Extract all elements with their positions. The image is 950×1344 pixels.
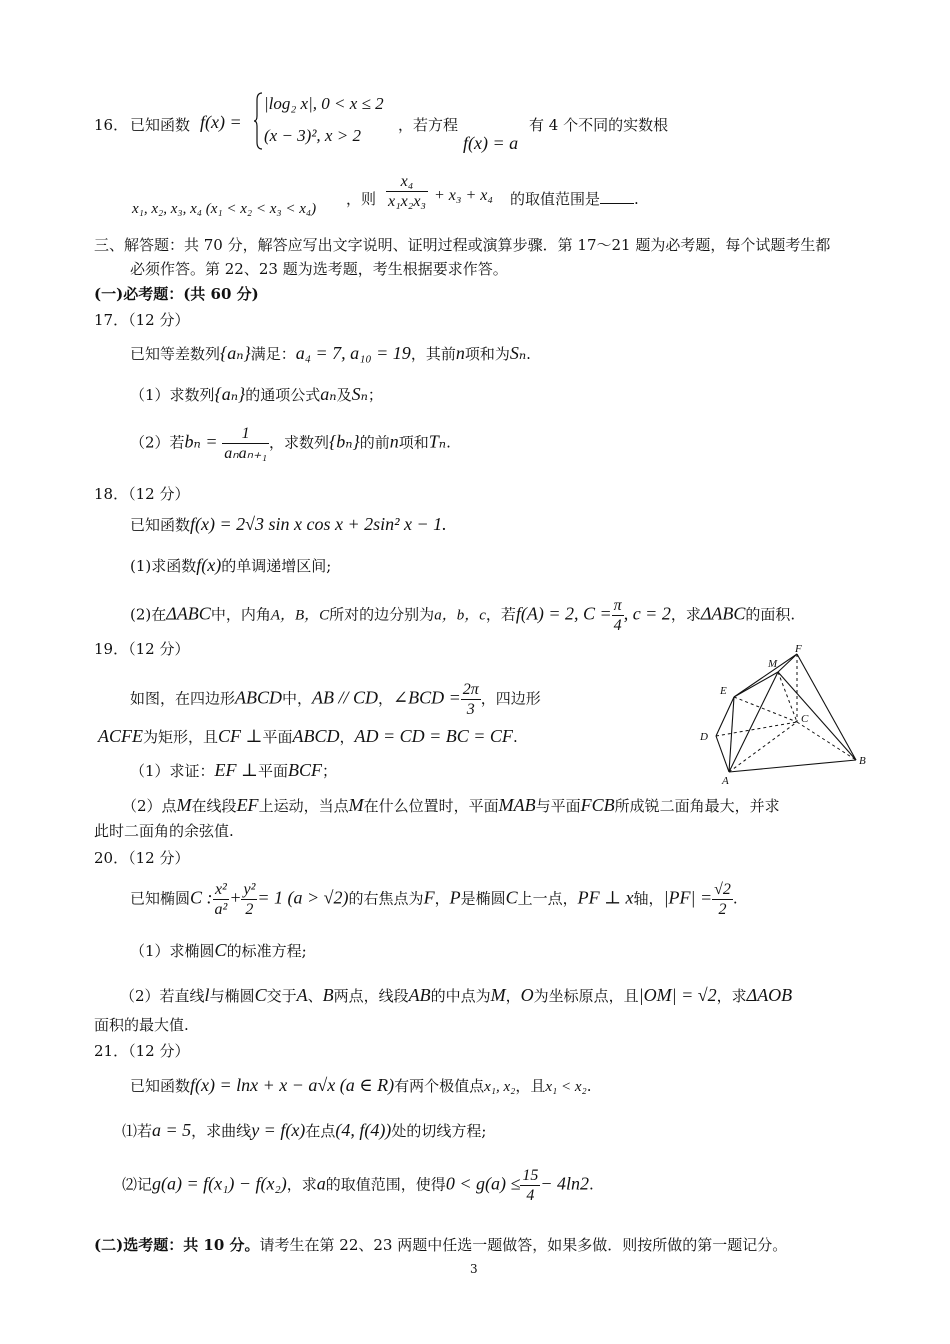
q16-frac-num: x₄	[386, 172, 428, 192]
fig-edge-ec	[734, 697, 797, 722]
q20-p2-e: 两点，线段	[333, 987, 409, 1005]
q16-blank	[600, 191, 634, 204]
section-b	[94, 1236, 787, 1254]
q18-p2-d: ，若	[485, 605, 516, 624]
q17-p2-b: ，求数列	[269, 433, 330, 452]
q20-p2-M: M	[490, 985, 506, 1005]
q20-p2-O: O	[520, 985, 534, 1005]
q19-l2-h: .	[512, 728, 518, 746]
q16-frac-den: x₁x₂x₃	[388, 193, 426, 211]
q17-stem-e: .	[526, 345, 531, 363]
q16-equation: f(x) = a	[463, 133, 519, 153]
q20-p2-aob: ΔAOB	[746, 985, 793, 1005]
q20-p2-AB: AB	[408, 985, 431, 1005]
q20-l1-eq: = 1 (a > √2)	[257, 887, 349, 908]
q18-p2-tri2: ΔABC	[700, 603, 746, 624]
q17-p2-bn: bₙ =	[184, 431, 218, 452]
section-b-rest: 请考生在第 22、23 两题中任选一题做答，如果多做．则按所做的第一题记分。	[259, 1236, 788, 1254]
q17-p2-seq: {bₙ}	[329, 431, 360, 452]
q18-p2-f: 的面积.	[745, 605, 796, 624]
q17-p1-d: ；	[367, 386, 383, 404]
q18-part1	[130, 555, 331, 577]
q19-l1-d: ，四边形	[480, 689, 541, 708]
q21-p2-b: ，求	[286, 1175, 317, 1194]
q20-part2-line2: 面积的最大值.	[94, 1016, 189, 1034]
q21-p1-d: 处的切线方程;	[391, 1122, 487, 1140]
q20-p2-f: 的中点为	[430, 987, 491, 1005]
q19-l2-f: ，	[339, 728, 355, 746]
q16-brace	[254, 92, 256, 150]
section-b-head: (二)选考题：共 10 分。	[94, 1236, 260, 1254]
q17-stem-cond: a₄ = 7, a₁₀ = 19	[295, 343, 411, 363]
q18-stem-f: f(x) = 2√3 sin x cos x + 2sin² x − 1.	[190, 514, 447, 534]
q20-l1-cm: ，	[434, 889, 450, 908]
q19-l2-c: CF ⊥	[218, 726, 263, 746]
q19-p2-fcb: FCB	[580, 795, 615, 815]
q18-p1-a: (1)求函数	[130, 557, 197, 575]
q20-p2-c: 交于	[266, 987, 297, 1005]
q18-p2-sides: a，b，c	[434, 607, 486, 624]
q20-line1	[130, 880, 738, 919]
q20-p2-g: ，	[505, 987, 521, 1005]
section3-line1: 三、解答题：共 70 分，解答应写出文字说明、证明过程或演算步骤．第 17～21 题为必考题，每个试题考生都	[94, 236, 831, 254]
q21-p1-b: ，求曲线	[191, 1122, 252, 1140]
q21-l1-d: .	[586, 1077, 592, 1095]
fig-edge-ac	[729, 722, 797, 772]
q18-p2-4: 4	[613, 617, 622, 635]
q20-p2-h: 为坐标原点，且	[533, 987, 639, 1005]
q21-p1-cond: a = 5	[152, 1120, 192, 1140]
fig-label-f: F	[795, 643, 802, 655]
fig-edge-ab	[729, 760, 856, 772]
fig-edge-ma	[729, 672, 778, 772]
q19-l1-ang: ∠BCD =	[393, 687, 461, 708]
q17-stem-b: 满足：	[250, 345, 296, 363]
q19-line1	[130, 680, 541, 719]
q18-p2-cond1: f(A) = 2, C =	[515, 603, 612, 624]
q20-p2-C: C	[254, 985, 267, 1005]
q20-p2-i: ，求	[716, 987, 747, 1005]
q21-p1-curve: y = f(x)	[251, 1120, 306, 1140]
q20-p2-a: （2）若直线	[120, 987, 205, 1005]
fig-label-d: D	[700, 731, 708, 743]
q21-p2-c: 的取值范围，使得	[325, 1175, 446, 1194]
q16-plus: + x₃ + x₄	[434, 187, 493, 204]
q17-p1-an: aₙ	[320, 384, 337, 404]
q21-p1-pt: (4, f(4))	[335, 1120, 392, 1140]
q17-p2-d: 项和	[398, 433, 429, 452]
q20-f2-den: 2	[245, 901, 254, 919]
q20-f1-den: a²	[214, 901, 228, 919]
q16-range-text: 的取值范围是	[510, 190, 601, 208]
q20-l1-d: 上一点，	[517, 889, 578, 908]
q17-p2-frac-num: 1	[222, 424, 269, 444]
q19-p1-a: （1）求证：	[130, 762, 215, 780]
q21-l1-a: 已知函数	[130, 1077, 191, 1095]
q17-p2-e: .	[446, 433, 451, 452]
q18-p2-a: (2)在	[130, 605, 167, 624]
q19-part2-line2: 此时二面角的余弦值.	[94, 822, 234, 840]
q18-p2-tri: ΔABC	[166, 603, 211, 624]
q19-p1-d: BCF	[287, 760, 322, 780]
q20-l1-a: 已知椭圆	[130, 889, 191, 908]
q19-l2-e: ABCD	[292, 726, 340, 746]
fig-label-m: M	[768, 658, 778, 670]
q19-l2-b: 为矩形，且	[143, 728, 219, 746]
q16-fx: f(x) =	[200, 112, 242, 132]
q21-l1-b: 有两个极值点	[394, 1077, 485, 1095]
q16-fraction	[386, 172, 428, 211]
fig-edge-mf	[778, 654, 797, 672]
q21-p2-frac-den: 4	[526, 1187, 535, 1205]
q18-p2-vars: A，B，C	[270, 607, 330, 624]
q19-p2-a: （2）点	[122, 797, 177, 815]
q19-l2-d: 平面	[262, 728, 293, 746]
section3-sub1: (一)必考题：(共 60 分)	[94, 285, 259, 303]
fig-edge-mc	[778, 672, 797, 722]
q20-l1-c: C :	[190, 887, 213, 908]
q20-p2-A: A	[296, 985, 308, 1005]
q18-part2	[130, 596, 795, 635]
q19-p2-c: 上运动，当点	[258, 797, 349, 815]
q21-p2-g: g(a) = f(x₁) − f(x₂)	[152, 1173, 287, 1194]
q21-l1-c: ，且	[515, 1077, 546, 1095]
q20-l1-P: P	[449, 887, 461, 908]
q21-p2-ineq: 0 < g(a) ≤	[445, 1173, 521, 1194]
q18-p1-b: 的单调递增区间;	[221, 557, 332, 575]
q18-p2-pi: π	[612, 596, 624, 616]
q19-l1-b: 中，	[282, 689, 313, 708]
fig-label-c: C	[801, 713, 809, 725]
q20-p2-l: l	[204, 985, 210, 1005]
q19-l1-a: 如图，在四边形	[130, 689, 236, 708]
q16-mid: ，若方程	[398, 116, 459, 134]
q19-p1-b: EF ⊥	[214, 760, 258, 780]
q18-p2-b: 中，内角	[210, 605, 271, 624]
q18-p2-e: ，求	[670, 605, 701, 624]
q19-line2	[98, 726, 518, 748]
page-number: 3	[470, 1262, 478, 1276]
q20-l1-b: 的右焦点为	[348, 889, 424, 908]
q19-part2	[122, 795, 780, 817]
q19-p2-e: 与平面	[535, 797, 581, 815]
q20-p2-om: |OM| = √2	[638, 985, 717, 1005]
q20-p2-d: 、	[307, 987, 323, 1005]
q17-part2	[130, 424, 451, 463]
fig-edge-cb	[797, 722, 856, 760]
q17-p1-b: 的通项公式	[245, 386, 321, 404]
q16-case1: |log₂ x|, 0 < x ≤ 2	[264, 94, 384, 113]
q21-p2-tail: − 4ln2	[540, 1173, 589, 1194]
q17-p1-seq: {aₙ}	[214, 384, 246, 404]
q19-p2-d: 在什么位置时，平面	[363, 797, 499, 815]
fig-edge-dc	[716, 722, 797, 736]
q19-l1-par: AB // CD	[312, 687, 379, 708]
q17-stem-c: ，其前	[410, 345, 456, 363]
q20-part1	[130, 940, 307, 962]
q20-l1-perp: PF ⊥ x	[577, 887, 634, 908]
q18-p2-c: 所对的边分别为	[329, 605, 435, 624]
q19-p1-c: 平面	[257, 762, 288, 780]
q19-p2-f: 所成锐二面角最大，并求	[614, 797, 780, 815]
q21-l1-f: f(x) = lnx + x − a√x (a ∈ R)	[190, 1075, 395, 1095]
q17-part1	[130, 384, 383, 406]
q20-p2-B: B	[322, 985, 334, 1005]
q19-l1-frac-den: 3	[466, 701, 475, 719]
q19-l1-c: ，	[378, 689, 394, 708]
q19-p2-m: M	[176, 795, 192, 815]
q16-end: .	[634, 190, 639, 208]
fig-label-e: E	[720, 685, 727, 697]
fig-edge-da	[716, 736, 729, 772]
q19-figure	[696, 642, 876, 787]
q17-p1-a: （1）求数列	[130, 386, 215, 404]
q19-p2-mab: MAB	[498, 795, 536, 815]
q20-l1-e: 轴，	[633, 889, 664, 908]
q20-p1-b: 的标准方程;	[226, 942, 307, 960]
q21-part2	[122, 1166, 594, 1205]
fig-edge-fb	[797, 654, 856, 760]
q19-p2-b: 在线段	[191, 797, 237, 815]
q17-stem-s: Sₙ	[509, 343, 527, 363]
q19-l1-abcd: ABCD	[235, 687, 283, 708]
q20-p1-a: （1）求椭圆	[130, 942, 215, 960]
q19-l1-frac-num: 2π	[461, 680, 481, 700]
q21-p2-a: ⑵记	[122, 1175, 153, 1194]
q17-number: 17．（12 分）	[94, 311, 190, 329]
q16-then: ，则	[346, 190, 377, 208]
q21-part1	[122, 1120, 486, 1142]
q19-part1	[130, 760, 337, 782]
q16-vars: x₁, x₂, x₃, x₄ (x₁ < x₂ < x₃ < x₄)	[132, 201, 317, 217]
q20-f2-num: y²	[241, 880, 257, 900]
q19-l2-a: ACFE	[98, 726, 143, 746]
q20-l1-c2: 是椭圆	[460, 889, 506, 908]
q16-tail2	[510, 190, 639, 208]
q20-l1-plus: +	[229, 887, 242, 908]
q18-p2-cond2: , c = 2	[623, 603, 671, 624]
q17-p2-a: （2）若	[130, 433, 185, 452]
q17-stem-n: n	[455, 343, 465, 363]
q20-f1-num: x²	[213, 880, 230, 900]
q16-number: 16．	[94, 116, 129, 134]
fig-edge-ef	[734, 654, 797, 697]
q17-stem-seq: {aₙ}	[220, 343, 251, 363]
q17-stem-d: 项和为	[464, 345, 510, 363]
q17-p2-c: 的前	[359, 433, 390, 452]
q17-p1-sn: Sₙ	[351, 384, 368, 404]
q18-p1-f: f(x)	[196, 555, 222, 575]
q19-p2-m2: M	[348, 795, 364, 815]
q17-stem-a: 已知等差数列	[130, 345, 221, 363]
q19-number: 19．（12 分）	[94, 640, 190, 658]
q16-case2: (x − 3)², x > 2	[264, 126, 361, 145]
fig-label-b: B	[859, 755, 866, 767]
q20-f3-den: 2	[718, 901, 727, 919]
q20-part2	[120, 985, 792, 1007]
q21-p1-c: 在点	[305, 1122, 336, 1140]
q21-p2-frac-num: 15	[520, 1166, 540, 1186]
q20-l1-C: C	[505, 887, 518, 908]
q16-tail: 有 4 个不同的实数根	[529, 116, 669, 134]
q20-p2-b: 与椭圆	[209, 987, 255, 1005]
q20-l1-pf: |PF| =	[663, 887, 713, 908]
q17-p2-n: n	[389, 431, 399, 452]
section3-line2: 必须作答。第 22、23 题为选考题，考生根据要求作答。	[130, 260, 508, 278]
fig-edge-mb	[778, 672, 856, 760]
q21-l1-ineq: x₁ < x₂	[545, 1079, 587, 1095]
q20-l1-F: F	[423, 887, 435, 908]
q17-p2-frac-den: aₙaₙ₊₁	[224, 445, 268, 463]
q17-p1-c: 及	[336, 386, 352, 404]
q20-f3-num: √2	[712, 880, 733, 900]
q19-p1-e: ；	[321, 762, 337, 780]
q16-intro: 已知函数	[130, 116, 191, 134]
q19-l2-g: AD = CD = BC = CF	[354, 726, 513, 746]
q18-stem	[130, 514, 447, 536]
q21-l1-x: x₁, x₂	[484, 1079, 516, 1095]
fig-edge-ea	[729, 697, 734, 772]
q20-l1-end: .	[732, 889, 738, 908]
q17-p2-t: Tₙ	[428, 431, 447, 452]
q18-number: 18．（12 分）	[94, 485, 190, 503]
q21-p2-av: a	[316, 1173, 326, 1194]
q17-stem	[130, 343, 531, 365]
q21-line1	[130, 1075, 592, 1097]
fig-label-a: A	[722, 775, 729, 787]
q18-stem-a: 已知函数	[130, 516, 191, 534]
q21-number: 21．（12 分）	[94, 1042, 190, 1060]
q20-number: 20．（12 分）	[94, 849, 190, 867]
q19-p2-ef: EF	[236, 795, 259, 815]
q20-p1-C: C	[214, 940, 227, 960]
q21-p1-a: ⑴若	[122, 1122, 153, 1140]
q21-p2-d: .	[588, 1175, 594, 1194]
